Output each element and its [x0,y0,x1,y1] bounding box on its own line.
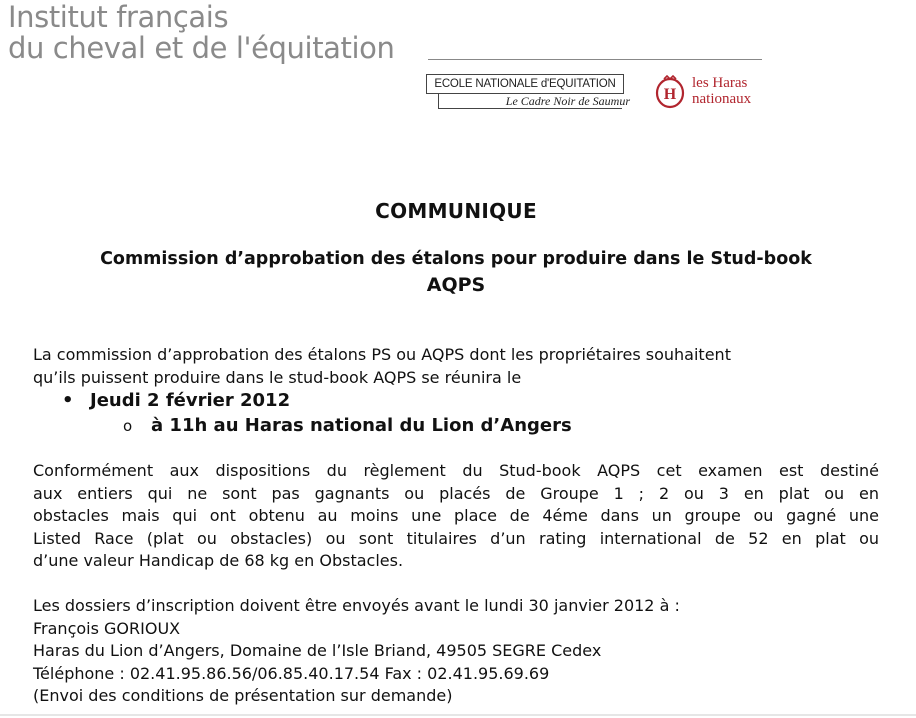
contact-phone: Téléphone : 02.41.95.86.56/06.85.40.17.54 Fax : 02.41.95.69.69 [33,663,550,683]
subtitle-line2: AQPS [426,274,486,296]
contact-note: (Envoi des conditions de présentation sur demande) [33,686,453,705]
haras-nationaux-label [692,75,751,107]
institut-title-line2: du cheval et de l'équitation [8,31,395,65]
haras-label-line2: nationaux [692,91,752,107]
bullet-date [62,390,290,411]
institut-title-line1: Institut français [8,0,229,34]
contact-address: Haras du Lion d’Angers, Domaine de l’Isle Briand, 49505 SEGRE Cedex [33,641,602,660]
bullet-date-text: Jeudi 2 février 2012 [90,390,291,411]
body-line: Listed Race (plat ou obstacles) ou sont titulaires d’un rating international de 52 en plat ou [33,528,879,548]
intro-line: qu’ils puissent produire dans le stud-book AQPS se réunira le [33,367,522,387]
body-line: Conformément aux dispositions du règlement du Stud-book AQPS cet examen est destiné [33,461,879,480]
page-title: COMMUNIQUE [375,199,537,223]
ene-logo-subtitle: Le Cadre Noir de Saumur [505,94,630,108]
sub-bullet-place [123,415,572,436]
subtitle-line1: Commission d’approbation des étalons pour produire dans le Stud-book [100,249,812,269]
ene-logo-box: ECOLE NATIONALE d'EQUITATION [426,74,624,94]
contact-name: François GORIOUX [33,618,181,638]
body-paragraph [33,460,879,573]
header-rule [428,59,762,60]
body-line: obstacles mais qui ont obtenu au moins une place de 4éme dans un groupe ou gagné une [33,506,879,525]
haras-label-line1: les Haras [692,75,748,91]
sub-bullet-marker: o [123,417,133,435]
body-line: aux entiers qui ne sont pas gagnants ou placés de Groupe 1 ; 2 ou 3 en plat ou en [33,483,879,503]
bottom-divider [0,714,916,716]
body-line: d’une valeur Handicap de 68 kg en Obstacles. [33,551,404,570]
ene-logo-bracket-vertical [438,93,439,108]
contact-block [33,595,879,708]
haras-logo-letter: H [663,86,677,103]
intro-paragraph [33,344,879,389]
sub-bullet-place-text: à 11h au Haras national du Lion d’Angers [151,415,572,436]
intro-line: La commission d’approbation des étalons PS ou AQPS dont les propriétaires souhaitent [33,345,731,364]
bullet-marker: • [62,390,74,411]
haras-logo-icon [654,75,686,109]
contact-line: Les dossiers d’inscription doivent être envoyés avant le lundi 30 janvier 2012 à : [33,596,680,615]
